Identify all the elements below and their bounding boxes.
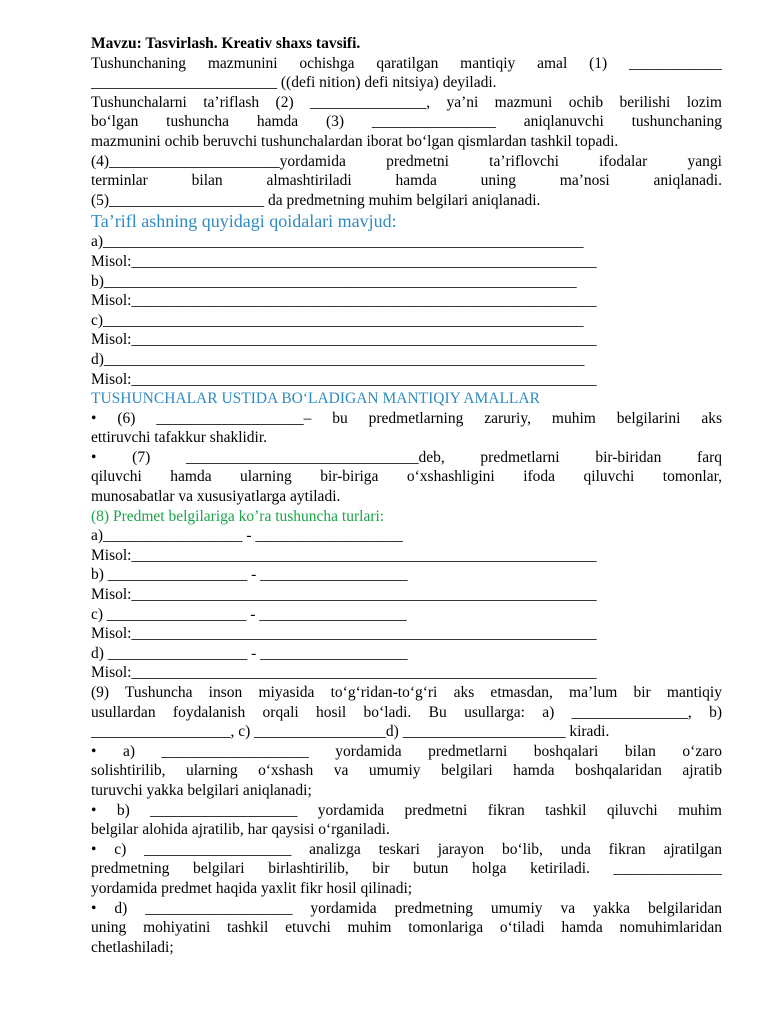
text-line: mazmunini ochib beruvchi tushunchalardan iborat bo‘lgan qismlardan tashkil topadi. (91, 132, 619, 150)
document-title: Mavzu: Tasvirlash. Kreativ shaxs tavsifi. (91, 35, 361, 52)
text-line: chetlashiladi; (91, 938, 174, 956)
types-list (91, 526, 722, 683)
text-line: yordamida predmet haqida yaxlit fikr hosil qilinadi; (91, 879, 413, 897)
text-line: belgilar alohida ajratilib, har qaysisi o‘rganiladi. (91, 821, 390, 839)
text-line: • a) ___________________ yordamida predmetlarni boshqalari bilan o‘zaro (91, 742, 722, 760)
rule-line: a)______________________________________________________________ (91, 233, 584, 251)
text-line: (9) Tushuncha inson miyasida to‘g‘ridan-to‘g‘ri aks etmasdan, ma’lum bir mantiqiy (91, 684, 722, 701)
example-line: Misol:____________________________________________________________ (91, 292, 597, 310)
text-line: Tushunchaning mazmunini ochishga qaratilgan mantiqiy amal (1) ____________ (91, 54, 722, 72)
text-line: (5)____________________ da predmetning muhim belgilari aniqlanadi. (91, 191, 541, 209)
example-line: Misol:____________________________________________________________ (91, 331, 597, 349)
text-line: uning mohiyatini tashkil etuvchi muhim tomonlariga o‘tiladi hamda nomuhimlaridan (91, 919, 722, 937)
text-line: munosabatlar va xususiyatlarga aytiladi. (91, 488, 341, 506)
text-line: terminlar bilan almashtiriladi hamda uning ma’nosi aniqlanadi. (91, 172, 722, 190)
text-line: bo‘lgan tushuncha hamda (3) ________________ aniqlanuvchi tushunchaning (91, 113, 722, 131)
example-line: Misol:____________________________________________________________ (91, 664, 597, 682)
operations-list (91, 409, 722, 507)
text-line: Tushunchalarni ta’riflash (2) _______________, ya’ni mazmuni ochib berilishi lozim (91, 93, 722, 111)
example-line: Misol:____________________________________________________________ (91, 586, 597, 604)
types-heading: (8) Predmet belgilariga ko’ra tushuncha turlari: (91, 507, 385, 525)
example-line: Misol:____________________________________________________________ (91, 370, 597, 388)
example-line: Misol:____________________________________________________________ (91, 546, 597, 564)
intro-paragraph (91, 54, 722, 211)
text-line: predmetning belgilari birlashtirilib, bir butun holga ketiriladi. ______________ (91, 860, 722, 878)
rule-line: d)______________________________________________________________ (91, 350, 585, 368)
type-line: a)__________________ - ___________________ (91, 527, 403, 545)
text-line: ettiruvchi tafakkur shaklidir. (91, 429, 268, 447)
text-line: • (7) ______________________________deb, predmetlarni bir-biridan farq (91, 448, 722, 466)
text-line: • b) ___________________ yordamida predmetni fikran tashkil qiluvchi muhim (91, 801, 722, 819)
document-page (91, 34, 722, 957)
text-line: turuvchi yakka belgilari aniqlanadi; (91, 781, 312, 799)
rules-list (91, 232, 722, 389)
type-line: b) __________________ - ___________________ (91, 566, 408, 584)
text-line: • d) ___________________ yordamida predmetning umumiy va yakka belgilaridan (91, 899, 722, 917)
example-line: Misol:____________________________________________________________ (91, 252, 597, 270)
text-line: • (6) ___________________– bu predmetlarning zaruriy, muhim belgilarini aks (91, 409, 722, 427)
text-line: qiluvchi hamda ularning bir-biriga o‘xshashligini ifoda qiluvchi tomonlar, (91, 468, 722, 486)
text-line: • c) ___________________ analizga teskari jarayon bo‘lib, unda fikran ajratilgan (91, 840, 722, 858)
text-line: (4)______________________yordamida predmetni ta’riflovchi ifodalar yangi (91, 152, 722, 170)
type-line: d) __________________ - ___________________ (91, 644, 408, 662)
rule-line: c)______________________________________________________________ (91, 311, 584, 329)
rule-line: b)_____________________________________________________________ (91, 272, 577, 290)
text-line: ________________________ ((defi nition) defi nitsiya) deyiladi. (91, 74, 497, 92)
methods-paragraph (91, 683, 722, 957)
example-line: Misol:____________________________________________________________ (91, 625, 597, 643)
text-line: usullardan foydalanish orqali hosil bo‘ladi. Bu usullarga: a) _______________, b) (91, 703, 722, 721)
rules-heading: Ta’rifl ashning quyidagi qoidalari mavjud: (91, 211, 397, 232)
text-line: __________________, c) _________________d) _____________________ kiradi. (91, 723, 610, 741)
operations-heading: TUSHUNCHALAR USTIDA BO‘LADIGAN MANTIQIY AMALLAR (91, 390, 540, 408)
type-line: c) __________________ - ___________________ (91, 605, 407, 623)
text-line: solishtirilib, ularning o‘xshash va umumiy belgilari hamda boshqalaridan ajratib (91, 762, 722, 780)
